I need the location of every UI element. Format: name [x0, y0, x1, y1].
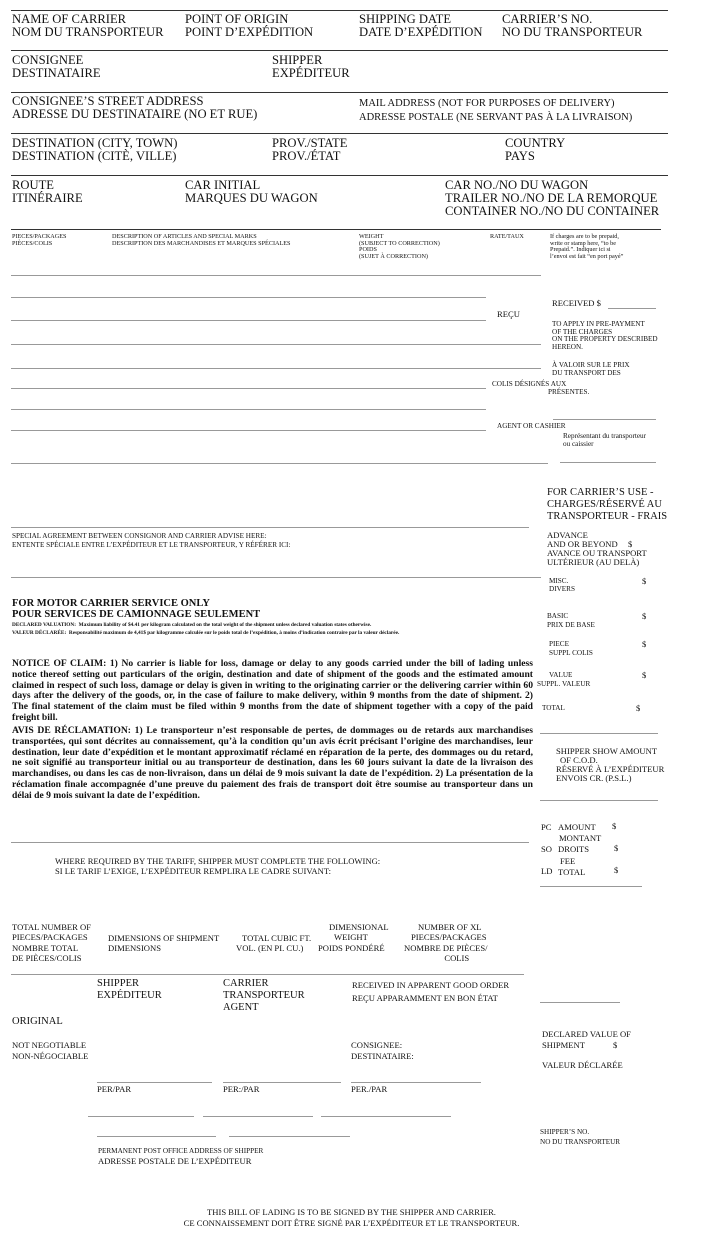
total-label: TOTAL: [542, 704, 565, 712]
per-line-3[interactable]: [351, 1082, 481, 1083]
pieces-column-header: PIECES/PACKAGES PIÈCES/COLIS: [12, 233, 67, 247]
item-line[interactable]: [11, 388, 486, 389]
received-good-order: RECEIVED IN APPARENT GOOD ORDER REÇU APPARAMMENT EN BON ÉTAT: [352, 980, 510, 1003]
apply-prepayment-text: TO APPLY IN PRE-PAYMENT OF THE CHARGES ON THE PROPERTY DESCRIBED HEREON.: [552, 320, 658, 351]
per-line-2[interactable]: [223, 1082, 341, 1083]
piece-label: PIECE SUPPL COLIS: [549, 640, 593, 658]
rate-column-header: RATE/TAUX: [490, 233, 524, 240]
agent-line[interactable]: [553, 419, 656, 420]
permanent-address-label: PERMANENT POST OFFICE ADDRESS OF SHIPPER ADRESSE POSTALE DE L’EXPÉDITEUR: [98, 1147, 264, 1166]
original-label: ORIGINAL: [12, 1016, 63, 1027]
declared-value-label: DECLARED VALUE OF SHIPMENT $ VALEUR DÉCLARÉE: [542, 1029, 631, 1071]
top-rule: [11, 10, 668, 11]
shipper-sign-label: SHIPPER EXPÉDITEUR: [97, 978, 162, 1002]
received-label: RECEIVED $: [552, 298, 601, 308]
cod-mid-line: [540, 800, 658, 801]
description-column-header: DESCRIPTION OF ARTICLES AND SPECIAL MARKS DESCRIPTION DES MARCHANDISES ET MARQUES SPÉCIALES: [112, 233, 291, 247]
tariff-instruction: WHERE REQUIRED BY THE TARIFF, SHIPPER MUST COMPLETE THE FOLLOWING: SI LE TARIF L’EXIGE, L’EXPÉDITEUR REMPLIRA LE CADRE SUIVANT:: [55, 856, 381, 877]
per-label-2: PER:/PAR: [223, 1084, 260, 1094]
rule-consignee: [11, 50, 668, 51]
cod-amount-dollar: $: [612, 821, 617, 831]
agent-cashier-label: AGENT OR CASHIER: [497, 422, 566, 430]
item-line[interactable]: [11, 275, 541, 276]
declared-valuation-text: DECLARED VALUATION: Maximum liability of $4.41 per kilogram calculated on the total weight of the shipment unless declared valuation states otherwise. VALEUR DÉCLARÉE: Responsabilité maximum de 4,41$ par kilogramme calculée sur le poids total de l’expédition, à moins d’indication contraire par la valeur déclarée.: [12, 622, 400, 636]
footer-note: THIS BILL OF LADING IS TO BE SIGNED BY THE SHIPPER AND CARRIER. CE CONNAISSEMENT DOIT ÊTRE SIGNÉ PAR L’EXPÉDITEUR ET LE TRANSPORTEUR.: [183, 1207, 520, 1229]
motor-carrier-title: FOR MOTOR CARRIER SERVICE ONLY POUR SERVICES DE CAMIONNAGE SEULEMENT: [12, 598, 261, 621]
shipper-show-amount: SHIPPER SHOW AMOUNT OF C.O.D. RÉSERVÉ À L’EXPÉDITEUR ENVOIS CR. (P.S.L.): [556, 746, 665, 784]
misc-dollar: $: [642, 576, 647, 586]
destination-label: DESTINATION (CITY, TOWN) DESTINATION (CITÈ, VILLE): [12, 136, 178, 164]
colis-text: COLIS DÉSIGNÉS AUX PRÉSENTES.: [492, 380, 590, 396]
xl-pieces-label: NUMBER OF XL PIECES/PACKAGES NOMBRE DE PIÈCES/ COLIS: [404, 922, 488, 963]
cod-top-line: [540, 733, 658, 734]
prov-label: PROV./STATE PROV./ÉTAT: [272, 136, 348, 164]
tariff-top-line: [11, 842, 529, 843]
cod-fee-dollar: $: [614, 843, 619, 853]
notice-of-claim: NOTICE OF CLAIM: 1) No carrier is liable for loss, damage or delay to any goods carried under the bill of lading unless notice thereof setting out particulars of the origin, destination and date of shipment of the goods and the estimated amount claimed in respect of such loss, damage or delay is given in writing to the originating carrier or the delivering carrier within 60 days after the delivery of the goods, or, in the case of failure to make delivery, within 9 months from the date of shipment. 2) The final statement of the claim must be filed within 9 months from the date of shipment together with a copy of the paid freight bill.: [12, 658, 533, 724]
special-agreement-label: SPECIAL AGREEMENT BETWEEN CONSIGNOR AND CARRIER ADVISE HERE: ENTENTE SPÉCIALE ENTRE L’EXPÉDITEUR ET LE TRANSPORTEUR, Y RÉFÉRER ICI:: [12, 532, 291, 550]
prepaid-note: If charges are to be prepaid, write or stamp here, “to be Prepaid.”. Indiquer ici si l’envoi est fait “en port payé”: [550, 233, 624, 260]
special-top-line: [11, 527, 529, 528]
shipping-date-label: SHIPPING DATE DATE D’EXPÉDITION: [359, 12, 483, 40]
carrier-no-label: CARRIER’S NO. NO DU TRANSPORTEUR: [502, 12, 643, 40]
advance-dollar: $: [628, 539, 633, 549]
cod-codes: PC SO LD: [541, 822, 553, 877]
right-sign-line[interactable]: [540, 1002, 620, 1003]
basic-dollar: $: [642, 611, 647, 621]
item-line[interactable]: [11, 297, 486, 298]
received-amount-line[interactable]: [608, 308, 656, 309]
point-origin-label: POINT OF ORIGIN POINT D’EXPÉDITION: [185, 12, 314, 40]
consignee-sign-label: CONSIGNEE: DESTINATAIRE:: [351, 1040, 414, 1061]
rule-address: [11, 92, 668, 93]
shipper-no-label: SHIPPER’S NO. NO DU TRANSPORTEUR: [540, 1128, 621, 1146]
per-label-3: PER./PAR: [351, 1084, 388, 1094]
item-line[interactable]: [11, 409, 486, 410]
item-line[interactable]: [11, 368, 541, 369]
rule-destination: [11, 133, 668, 134]
address-line-1[interactable]: [88, 1116, 194, 1117]
valoir-text: À VALOIR SUR LE PRIX DU TRANSPORT DES: [552, 361, 630, 377]
route-label: ROUTE ITINÉRAIRE: [12, 178, 83, 206]
item-line[interactable]: [11, 463, 548, 464]
item-line[interactable]: [11, 430, 486, 431]
rule-columns: [11, 229, 661, 230]
per-line-1[interactable]: [97, 1082, 212, 1083]
avis-de-reclamation: AVIS DE RÉCLAMATION: 1) Le transporteur n’est responsable de pertes, de dommages ou de retards aux marchandises transportées, qui sont décrites au connaissement, qu’à la condition qu’un avis écrit précisant l’origine des marchandises, leur destination, leur date d’expédition et le montant approximatif réclamé en réparation de la perte, des dommages ou du retard, ne soit signifié au transporteur initial ou au transporteur de destination, dans les 60 jours suivant la date de la livraison des marchandises, ou dans les cas de non-livraison, dans un délai de 9 mois suivant la date de l’expédition. 2) La présentation de la réclamation finale accompagnée d’une preuve du paiement des frais de transport doit être soumise au transporteur dans un délai de 9 mois suivant la date de l’expédition.: [12, 725, 533, 801]
per-label-1: PER/PAR: [97, 1084, 132, 1094]
value-dollar: $: [642, 670, 647, 680]
consignee-label: CONSIGNEE DESTINATAIRE: [12, 53, 101, 81]
special-agreement-line[interactable]: [11, 577, 541, 578]
agent-sign-line[interactable]: [560, 462, 656, 463]
country-label: COUNTRY PAYS: [505, 136, 566, 164]
total-pieces-label: TOTAL NUMBER OF PIECES/PACKAGES NOMBRE TOTAL DE PIÈCES/COLIS: [12, 922, 92, 963]
not-negotiable-label: NOT NEGOTIABLE NON-NÉGOCIABLE: [12, 1040, 89, 1061]
sign-top-line: [11, 974, 524, 975]
representant-text: Représentant du transporteur ou caissier: [563, 432, 647, 448]
item-line[interactable]: [11, 344, 541, 345]
address-line-3[interactable]: [321, 1116, 451, 1117]
value-label: VALUE SUPPL. VALEUR: [537, 671, 591, 689]
misc-label: MISC. DIVERS: [549, 577, 575, 593]
car-initial-label: CAR INITIAL MARQUES DU WAGON: [185, 178, 318, 206]
item-line[interactable]: [11, 320, 486, 321]
total-dollar: $: [636, 703, 641, 713]
permanent-line-1[interactable]: [97, 1136, 216, 1137]
dimensions-label: DIMENSIONS OF SHIPMENT DIMENSIONS: [108, 933, 220, 954]
cubic-label: TOTAL CUBIC FT. VOL. (EN PI. CU.): [236, 933, 312, 954]
street-address-label: CONSIGNEE’S STREET ADDRESS ADRESSE DU DESTINATAIRE (NO ET RUE): [12, 94, 258, 122]
weight-column-header: WEIGHT (SUBJECT TO CORRECTION) POIDS (SUJET À CORRECTION): [359, 233, 440, 260]
cod-total-dollar: $: [614, 865, 619, 875]
permanent-line-2[interactable]: [229, 1136, 350, 1137]
mail-address-label: MAIL ADDRESS (NOT FOR PURPOSES OF DELIVERY) ADRESSE POSTALE (NE SERVANT PAS À LA LIVRAISON): [359, 98, 633, 123]
recu-label: REÇU: [497, 309, 520, 319]
cod-amount-label: AMOUNT MONTANT DROITS FEE TOTAL: [558, 822, 602, 877]
basic-label: BASIC PRIX DE BASE: [547, 612, 595, 630]
dimensional-weight-label: DIMENSIONAL WEIGHT POIDS PONDÉRÉ: [318, 922, 389, 953]
rule-route: [11, 175, 668, 176]
carrier-sign-label: CARRIER TRANSPORTEUR AGENT: [223, 978, 305, 1014]
cod-bottom-line: [540, 886, 642, 887]
car-no-label: CAR NO./NO DU WAGON TRAILER NO./NO DE LA REMORQUE CONTAINER NO./NO DU CONTAINER: [445, 178, 660, 219]
carrier-use-title: FOR CARRIER’S USE - CHARGES/RÉSERVÉ AU TRANSPORTEUR - FRAIS: [547, 487, 668, 522]
advance-label: ADVANCE AND OR BEYOND AVANCE OU TRANSPORT ULTÉRIEUR (AU DELÀ): [547, 530, 647, 568]
shipper-label: SHIPPER EXPÉDITEUR: [272, 53, 350, 81]
address-line-2[interactable]: [203, 1116, 313, 1117]
piece-dollar: $: [642, 639, 647, 649]
carrier-name-label: NAME OF CARRIER NOM DU TRANSPORTEUR: [12, 12, 164, 40]
